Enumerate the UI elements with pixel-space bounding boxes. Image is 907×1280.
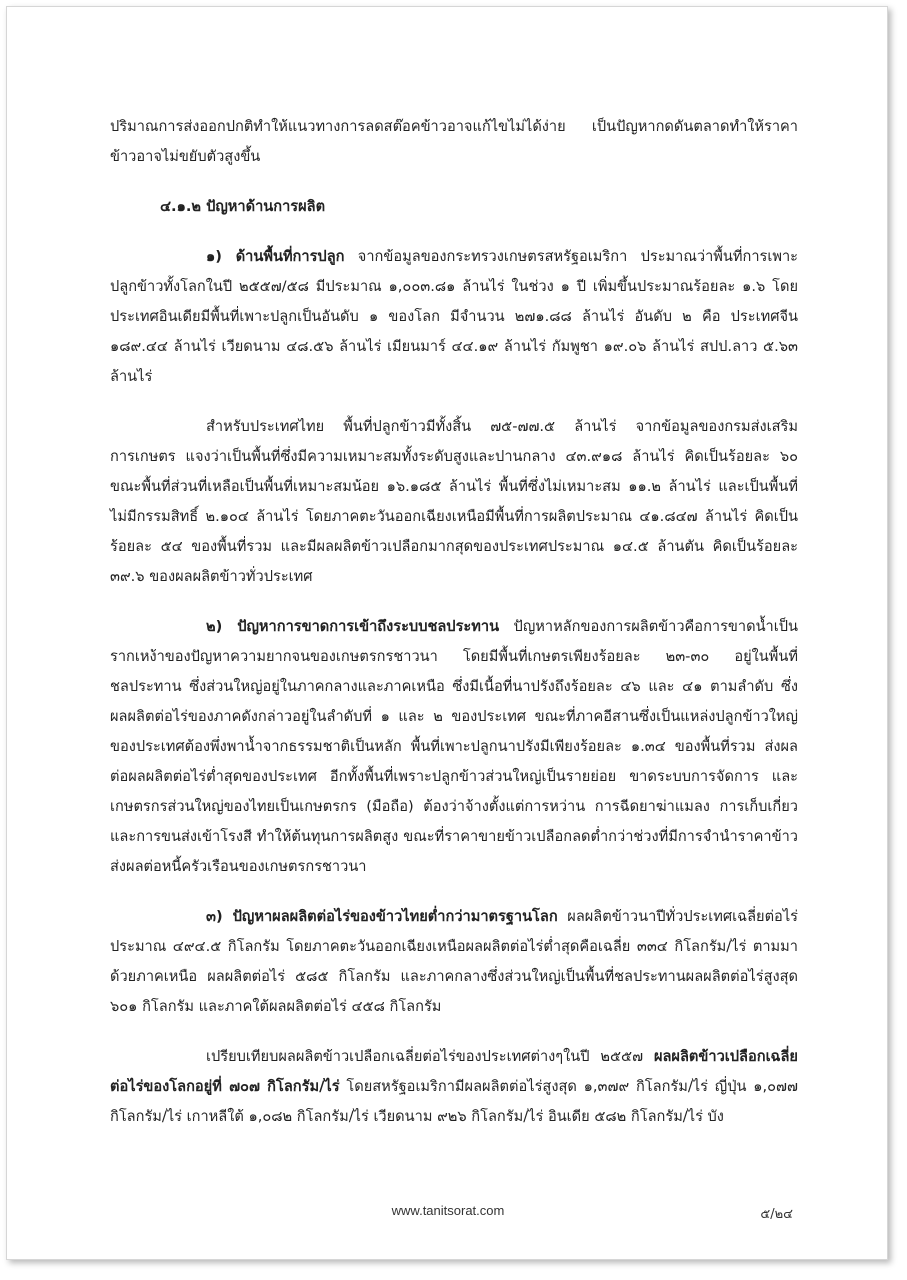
paragraph-bold-lead: ๑) ด้านพื้นที่การปลูก <box>206 248 345 265</box>
footer-page-number: ๕/๒๔ <box>760 1207 793 1222</box>
paragraph-thailand-area <box>110 412 798 592</box>
paragraph-planting-area <box>110 242 798 392</box>
paragraph-text: โดยสหรัฐอเมริกามีผลผลิตต่อไร่สูงสุด ๑,๓๗๙ กิโลกรัม/ไร่ ญี่ปุ่น ๑,๐๗๗ กิโลกรัม/ไร่ เกาหลีใต้ ๑,๐๘๒ กิโลกรัม/ไร่ เวียดนาม ๙๒๖ กิโลกรัม/ไร่ อินเดีย ๕๘๒ กิโลกรัม/ไร่ บัง <box>110 1078 798 1125</box>
paragraph-text: เปรียบเทียบผลผลิตข้าวเปลือกเฉลี่ยต่อไร่ของประเทศต่างๆในปี ๒๕๕๗ <box>206 1048 654 1065</box>
paragraph-text: ปัญหาหลักของการผลิตข้าวคือการขาดน้ำเป็นรากเหง้าของปัญหาความยากจนของเกษตรกรชาวนา โดยมีพื้นที่เกษตรเพียงร้อยละ ๒๓-๓๐ อยู่ในพื้นที่ชลประทาน ซึ่งส่วนใหญ่อยู่ในภาคกลางและภาคเหนือ ซึ่งมีเนื้อที่นาปรังถึงร้อยละ ๔๖ และ ๔๑ ตามลำดับ ซึ่งผลผลิตต่อไร่ของภาคดังกล่าวอยู่ในลำดับที่ ๑ และ ๒ ของประเทศ ขณะที่ภาคอีสานซึ่งเป็นแหล่งปลูกข้าวใหญ่ของประเทศต้องพึ่งพาน้ำจากธรรมชาติเป็นหลัก พื้นที่เพาะปลูกนาปรังมีเพียงร้อยละ ๑.๓๔ ของพื้นที่รวม ส่งผลต่อผลผลิตต่อไร่ต่ำสุดของประเทศ อีกทั้งพื้นที่เพราะปลูกข้าวส่วนใหญ่เป็นรายย่อย ขาดระบบการจัดการ และเกษตรกรส่วนใหญ่ของไทยเป็นเกษตรกร (มือถือ) ต้องว่าจ้างตั้งแต่การหว่าน การฉีดยาฆ่าแมลง การเก็บเกี่ยว และการขนส่งเข้าโรงสี ทำให้ต้นทุนการผลิตสูง ขณะที่ราคาขายข้าวเปลือกลดต่ำกว่าช่วงที่มีการจำนำราคาข้าว ส่งผลต่อหนี้ครัวเรือนของเกษตรกรชาวนา <box>110 618 798 875</box>
paragraph-yield-per-rai <box>110 902 798 1022</box>
paragraph-bold-lead: ๒) ปัญหาการขาดการเข้าถึงระบบชลประทาน <box>206 618 500 635</box>
heading-text: ๔.๑.๒ ปัญหาด้านการผลิต <box>160 198 326 215</box>
paragraph-export-volume <box>110 112 798 172</box>
document-page <box>6 6 888 1260</box>
section-heading-production-problems <box>160 192 798 222</box>
paragraph-text: ปริมาณการส่งออกปกติทำให้แนวทางการลดสต๊อคข้าวอาจแก้ไขไม่ได้ง่าย เป็นปัญหากดดันตลาดทำให้ราคาข้าวอาจไม่ขยับตัวสูงขึ้น <box>110 118 798 165</box>
paragraph-text: จากข้อมูลของกระทรวงเกษตรสหรัฐอเมริกา ประมาณว่าพื้นที่การเพาะปลูกข้าวทั้งโลกในปี ๒๕๕๗/๕๘ มีประมาณ ๑,๐๐๓.๘๑ ล้านไร่ ในช่วง ๑ ปี เพิ่มขึ้นประมาณร้อยละ ๑.๖ โดยประเทศอินเดียมีพื้นที่เพาะปลูกเป็นอันดับ ๑ ของโลก มีจำนวน ๒๗๑.๘๘ ล้านไร่ อันดับ ๒ คือ ประเทศจีน ๑๘๙.๔๔ ล้านไร่ เวียดนาม ๔๘.๕๖ ล้านไร่ เมียนมาร์ ๔๔.๑๙ ล้านไร่ กัมพูชา ๑๙.๐๖ ล้านไร่ สปป.ลาว ๕.๖๓ ล้านไร่ <box>110 248 799 385</box>
paragraph-text: สำหรับประเทศไทย พื้นที่ปลูกข้าวมีทั้งสิ้น ๗๕-๗๗.๕ ล้านไร่ จากข้อมูลของกรมส่งเสริมการเกษตร แจงว่าเป็นพื้นที่ซึ่งมีความเหมาะสมทั้งระดับสูงและปานกลาง ๔๓.๙๑๘ ล้านไร่ คิดเป็นร้อยละ ๖๐ ขณะพื้นที่ส่วนที่เหลือเป็นพื้นที่เหมาะสมน้อย ๑๖.๑๘๕ ล้านไร่ พื้นที่ซึ่งไม่เหมาะสม ๑๑.๒ ล้านไร่ และเป็นพื้นที่ไม่มีกรรมสิทธิ์ ๒.๑๐๔ ล้านไร่ โดยภาคตะวันออกเฉียงเหนือมีพื้นที่การผลิตประมาณ ๔๑.๘๔๗ ล้านไร่ คิดเป็นร้อยละ ๕๔ ของพื้นที่รวม และมีผลผลิตข้าวเปลือกมากสุดของประเทศประมาณ ๑๔.๕ ล้านตัน คิดเป็นร้อยละ ๓๙.๖ ของผลผลิตข้าวทั่วประเทศ <box>110 418 798 585</box>
document-body <box>110 112 798 1152</box>
footer-website: www.tanitsorat.com <box>391 1203 505 1218</box>
paragraph-bold-lead: ๓) ปัญหาผลผลิตต่อไร่ของข้าวไทยต่ำกว่ามาตรฐานโลก <box>206 908 558 925</box>
paragraph-bold-inline: ผลผลิตข้าวเปลือกเฉลี่ยต่อไร่ของโลกอยู่ที่ ๗๐๗ กิโลกรัม/ไร่ <box>110 1048 798 1095</box>
paragraph-yield-comparison <box>110 1042 798 1132</box>
paragraph-irrigation-access <box>110 612 798 882</box>
paragraph-text: ผลผลิตข้าวนาปีทั่วประเทศเฉลี่ยต่อไร่ประมาณ ๔๙๔.๕ กิโลกรัม โดยภาคตะวันออกเฉียงเหนือผลผลิตต่อไร่ต่ำสุดคือเฉลี่ย ๓๓๔ กิโลกรัม/ไร่ ตามมาด้วยภาคเหนือ ผลผลิตต่อไร่ ๕๘๕ กิโลกรัม และภาคกลางซึ่งส่วนใหญ่เป็นพื้นที่ชลประทานผลผลิตต่อไร่สูงสุด ๖๐๑ กิโลกรัม และภาคใต้ผลผลิตต่อไร่ ๔๕๘ กิโลกรัม <box>110 908 798 1015</box>
